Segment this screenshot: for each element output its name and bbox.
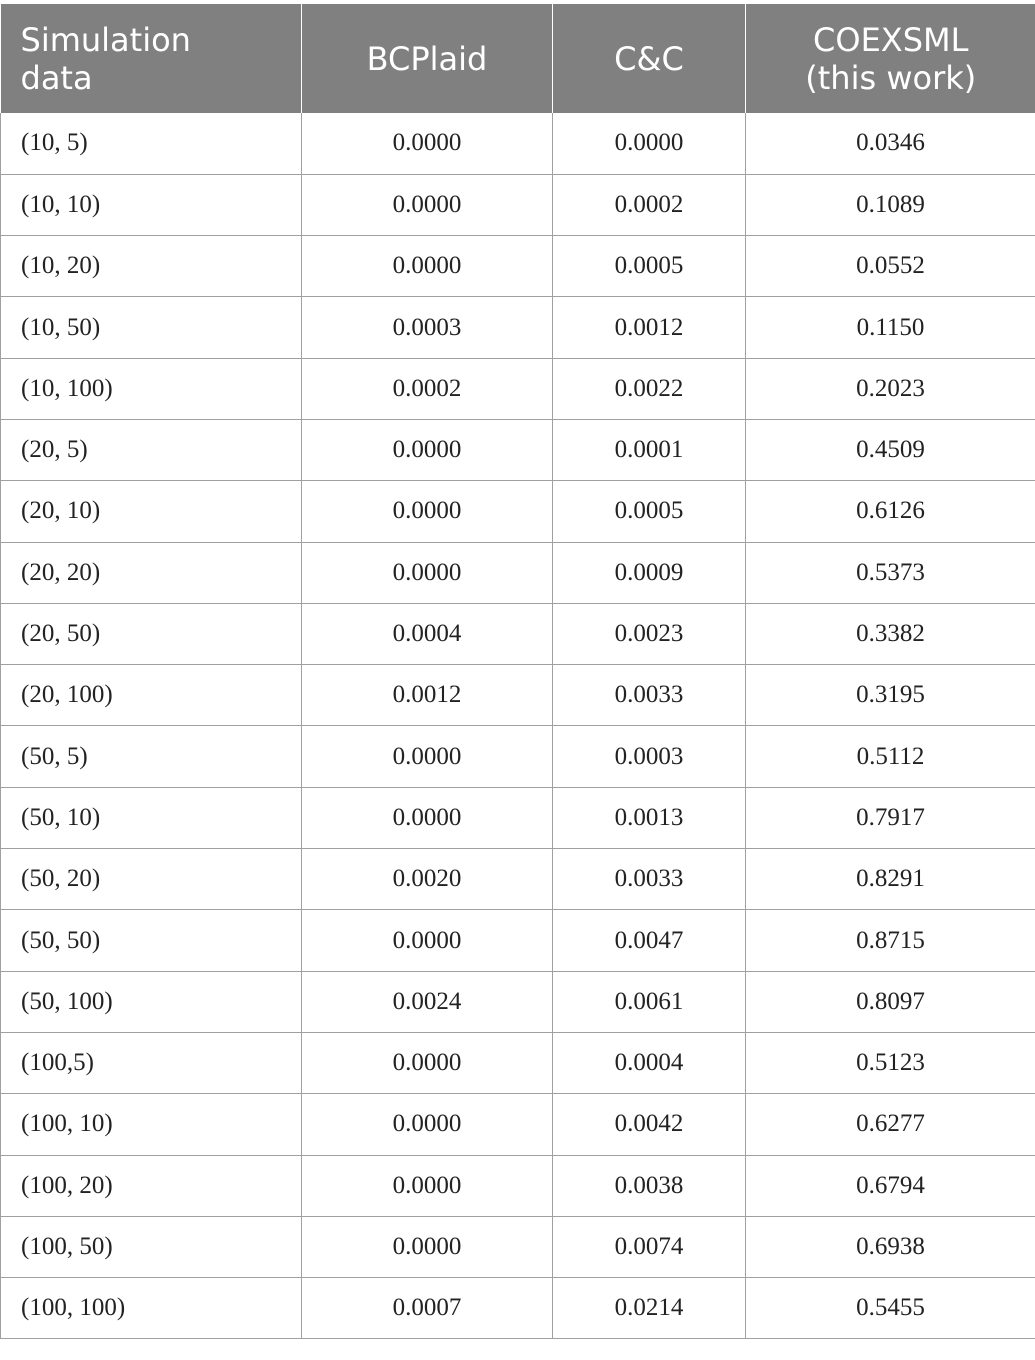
table-row [1,787,1035,848]
table-row [1,113,1035,174]
table-row [1,1278,1035,1339]
coexsml-cell: 0.0552 [746,236,1035,297]
cc-cell: 0.0022 [553,358,746,419]
header-coexsml [746,4,1035,113]
header-bcplaid [302,4,553,113]
simulation-data-cell: (50, 20) [1,849,302,910]
cc-cell: 0.0013 [553,787,746,848]
coexsml-cell: 0.7917 [746,787,1035,848]
cc-cell: 0.0000 [553,113,746,174]
cc-cell: 0.0061 [553,971,746,1032]
coexsml-cell: 0.2023 [746,358,1035,419]
cc-cell: 0.0074 [553,1216,746,1277]
bcplaid-cell: 0.0000 [302,1216,553,1277]
cc-cell: 0.0009 [553,542,746,603]
simulation-data-cell: (50, 5) [1,726,302,787]
simulation-data-cell: (100,5) [1,1032,302,1093]
bcplaid-cell: 0.0003 [302,297,553,358]
coexsml-cell: 0.5373 [746,542,1035,603]
coexsml-cell: 0.5123 [746,1032,1035,1093]
table-body [1,113,1035,1339]
bcplaid-cell: 0.0000 [302,542,553,603]
header-simulation-data [1,4,302,113]
header-cc [553,4,746,113]
header-line: BCPlaid [366,39,488,78]
table-row [1,174,1035,235]
coexsml-cell: 0.6794 [746,1155,1035,1216]
cc-cell: 0.0033 [553,665,746,726]
header-line: Simulation [20,20,191,59]
table-row [1,910,1035,971]
cc-cell: 0.0002 [553,174,746,235]
simulation-data-cell: (20, 10) [1,481,302,542]
simulation-data-cell: (20, 50) [1,603,302,664]
coexsml-cell: 0.1150 [746,297,1035,358]
bcplaid-cell: 0.0000 [302,1155,553,1216]
simulation-data-cell: (10, 10) [1,174,302,235]
bcplaid-cell: 0.0024 [302,971,553,1032]
simulation-data-cell: (10, 100) [1,358,302,419]
coexsml-cell: 0.8291 [746,849,1035,910]
simulation-data-cell: (20, 5) [1,419,302,480]
simulation-data-cell: (50, 50) [1,910,302,971]
simulation-data-cell: (100, 10) [1,1094,302,1155]
coexsml-cell: 0.0346 [746,113,1035,174]
bcplaid-cell: 0.0000 [302,419,553,480]
cc-cell: 0.0004 [553,1032,746,1093]
cc-cell: 0.0023 [553,603,746,664]
table-row [1,542,1035,603]
bcplaid-cell: 0.0000 [302,1094,553,1155]
coexsml-cell: 0.5455 [746,1278,1035,1339]
coexsml-cell: 0.6938 [746,1216,1035,1277]
coexsml-cell: 0.6126 [746,481,1035,542]
header-line: data [20,58,93,97]
bcplaid-cell: 0.0000 [302,910,553,971]
cc-cell: 0.0047 [553,910,746,971]
bcplaid-cell: 0.0000 [302,1032,553,1093]
header-line: COEXSML [813,20,969,59]
bcplaid-cell: 0.0002 [302,358,553,419]
bcplaid-cell: 0.0020 [302,849,553,910]
table-header [1,4,1035,113]
bcplaid-cell: 0.0004 [302,603,553,664]
table-row [1,726,1035,787]
table-row [1,481,1035,542]
header-line: C&C [614,39,684,78]
cc-cell: 0.0005 [553,481,746,542]
coexsml-cell: 0.5112 [746,726,1035,787]
table-row [1,971,1035,1032]
coexsml-cell: 0.1089 [746,174,1035,235]
table-row [1,297,1035,358]
bcplaid-cell: 0.0000 [302,726,553,787]
cc-cell: 0.0038 [553,1155,746,1216]
cc-cell: 0.0003 [553,726,746,787]
coexsml-cell: 0.3382 [746,603,1035,664]
header-row [1,4,1035,113]
bcplaid-cell: 0.0012 [302,665,553,726]
coexsml-cell: 0.8715 [746,910,1035,971]
table-row [1,665,1035,726]
simulation-data-cell: (50, 10) [1,787,302,848]
cc-cell: 0.0005 [553,236,746,297]
header-line: (this work) [805,58,977,97]
simulation-data-cell: (10, 20) [1,236,302,297]
coexsml-cell: 0.4509 [746,419,1035,480]
table-row [1,849,1035,910]
simulation-data-cell: (10, 50) [1,297,302,358]
table-row [1,236,1035,297]
cc-cell: 0.0042 [553,1094,746,1155]
table-row [1,1216,1035,1277]
coexsml-cell: 0.6277 [746,1094,1035,1155]
results-table [0,4,1035,1339]
coexsml-cell: 0.8097 [746,971,1035,1032]
cc-cell: 0.0033 [553,849,746,910]
bcplaid-cell: 0.0000 [302,174,553,235]
table-row [1,1032,1035,1093]
bcplaid-cell: 0.0000 [302,787,553,848]
bcplaid-cell: 0.0000 [302,236,553,297]
table-row [1,603,1035,664]
simulation-data-cell: (10, 5) [1,113,302,174]
table-row [1,419,1035,480]
table-row [1,358,1035,419]
table-row [1,1094,1035,1155]
simulation-data-cell: (100, 50) [1,1216,302,1277]
bcplaid-cell: 0.0000 [302,481,553,542]
bcplaid-cell: 0.0000 [302,113,553,174]
simulation-data-cell: (100, 20) [1,1155,302,1216]
simulation-data-cell: (100, 100) [1,1278,302,1339]
simulation-data-cell: (50, 100) [1,971,302,1032]
simulation-data-cell: (20, 100) [1,665,302,726]
cc-cell: 0.0001 [553,419,746,480]
cc-cell: 0.0012 [553,297,746,358]
bcplaid-cell: 0.0007 [302,1278,553,1339]
cc-cell: 0.0214 [553,1278,746,1339]
table-row [1,1155,1035,1216]
simulation-data-cell: (20, 20) [1,542,302,603]
coexsml-cell: 0.3195 [746,665,1035,726]
